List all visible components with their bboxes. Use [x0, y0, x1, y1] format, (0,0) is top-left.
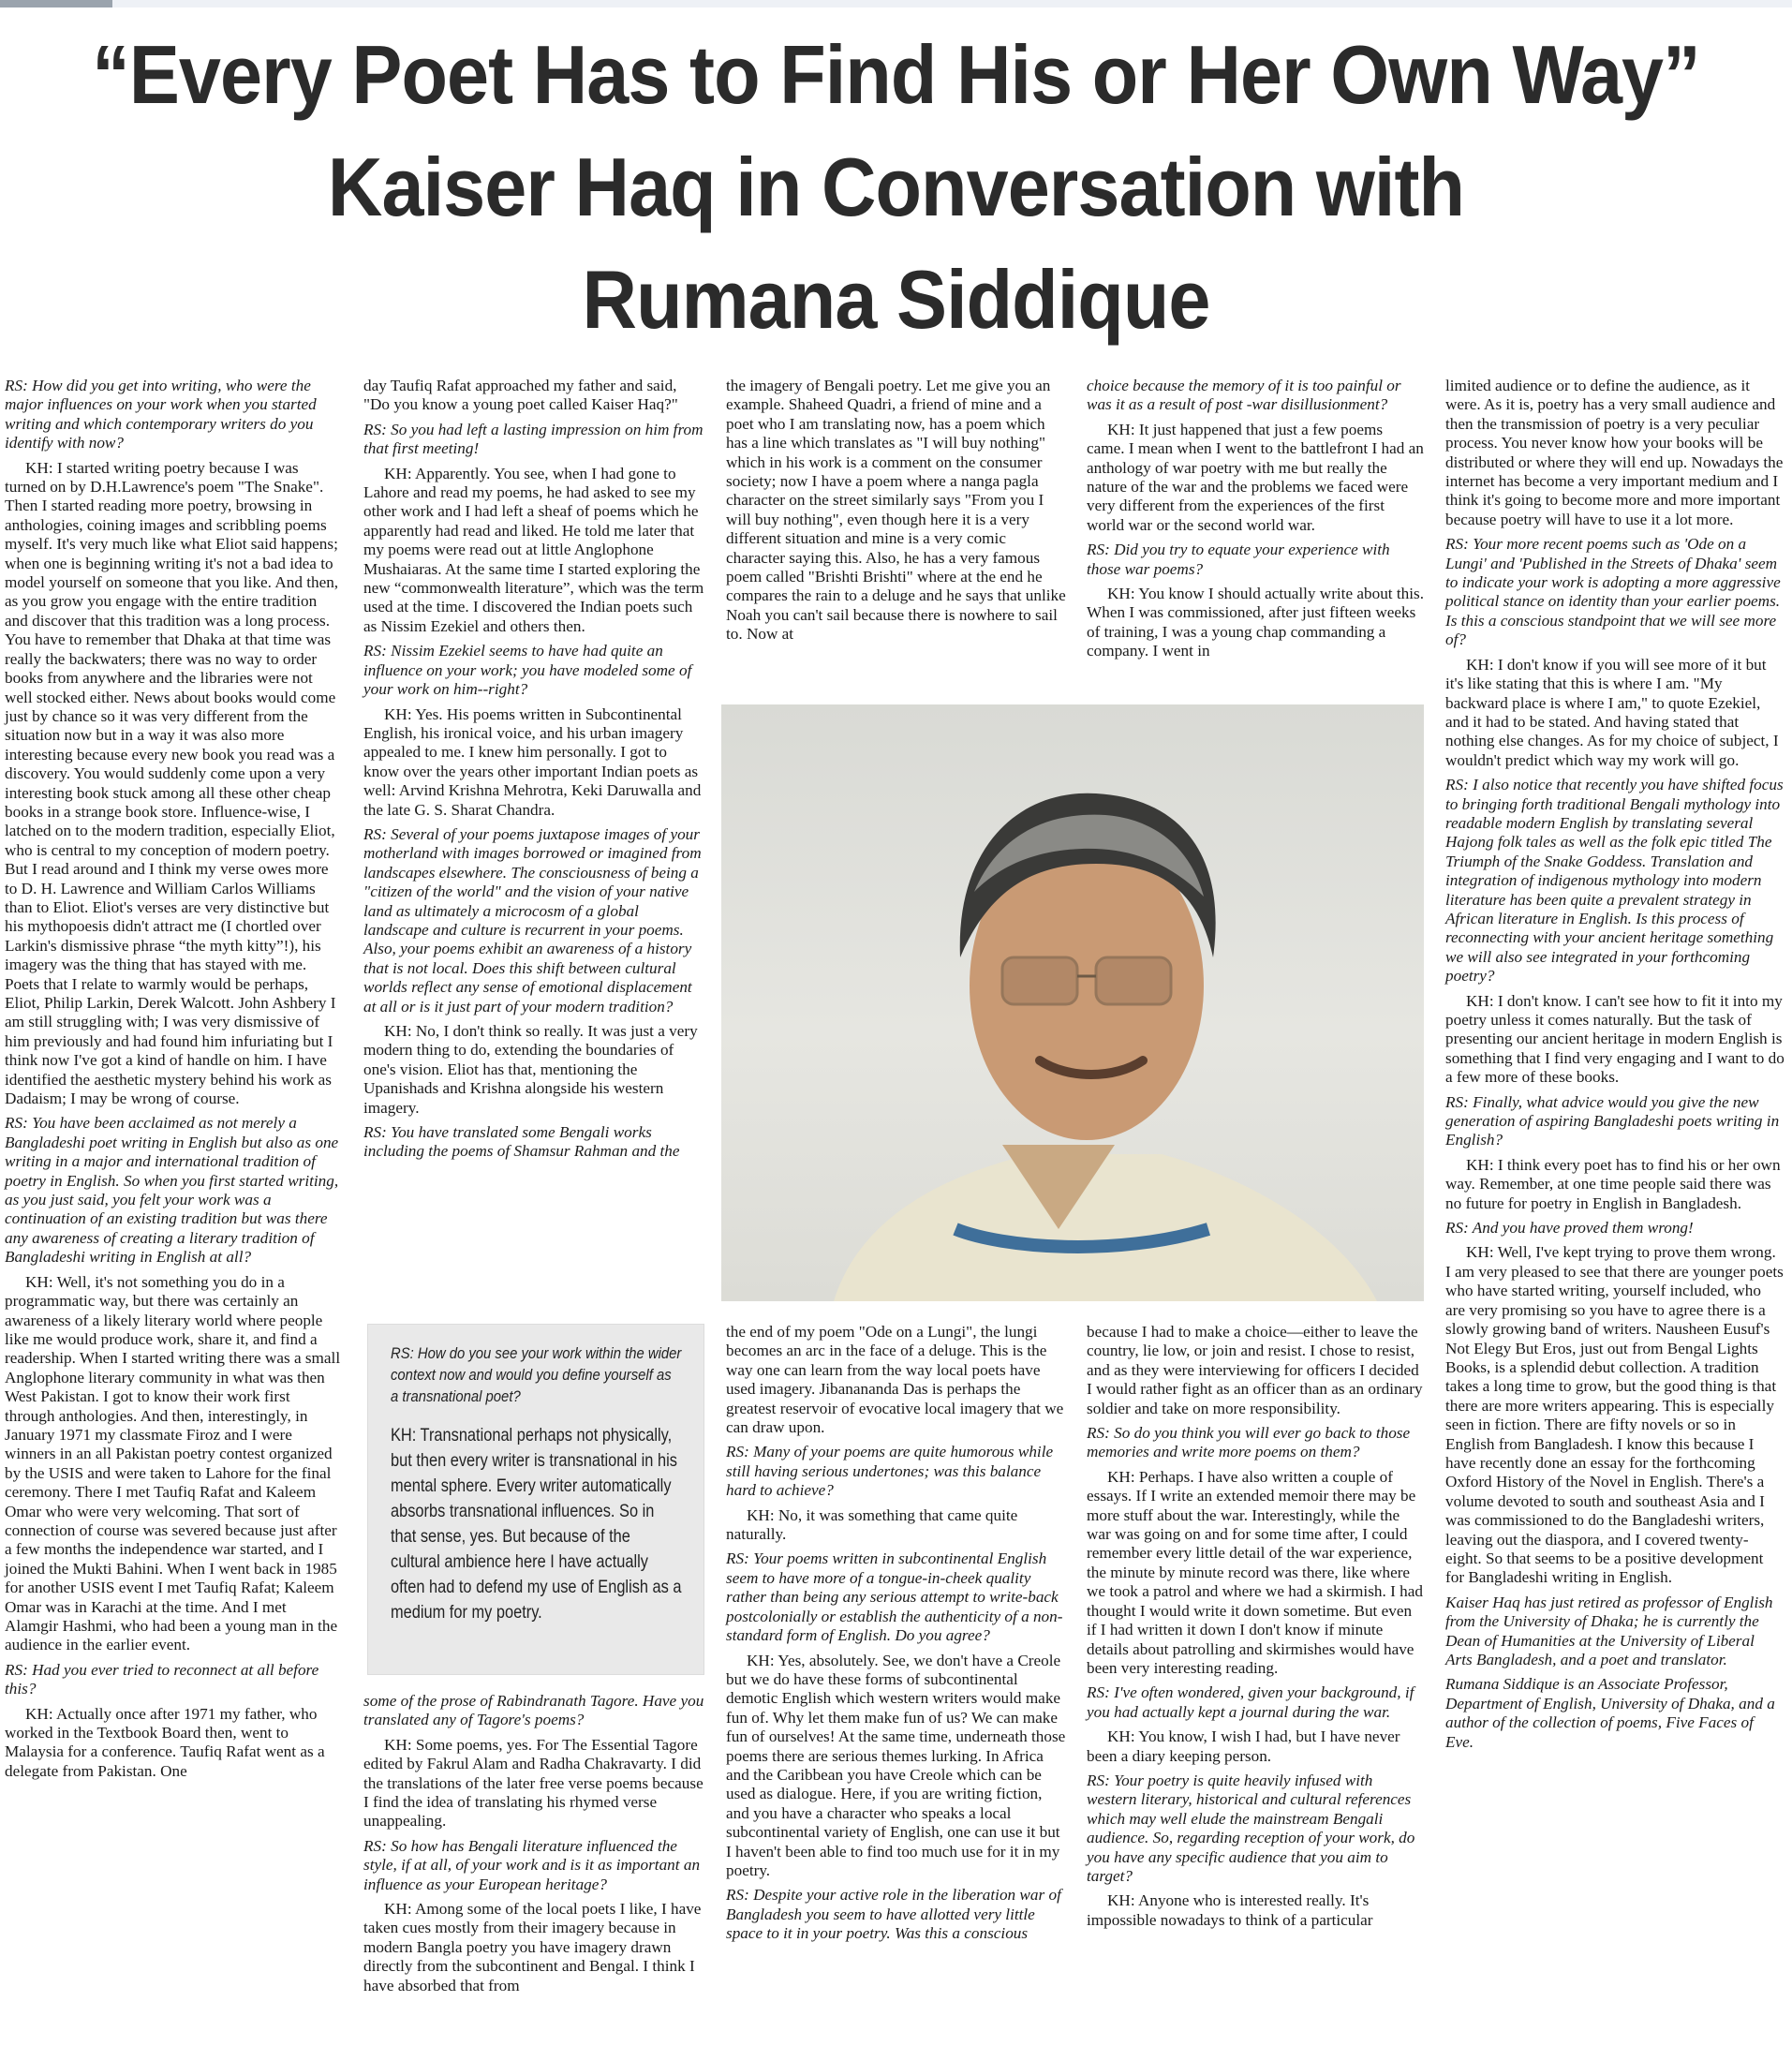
- answer-paragraph: the end of my poem "Ode on a Lungi", the lungi becomes an arc in the face of a deluge. This is the way one can learn from the way local poets have used imagery. Jibanananda Das is perhaps the greatest reservoir of evocative local imagery that we can draw upon.: [726, 1323, 1064, 1437]
- answer-paragraph: KH: No, it was something that came quite naturally.: [726, 1505, 1018, 1544]
- question-paragraph: RS: So do you think you will ever go back to those memories and write more poems on them?: [1087, 1424, 1411, 1461]
- pull-quote-answer: KH: Transnational perhaps not physically, but then every writer is transnational in his mental sphere. Every writer automatically absorbs transnational influences. So in that sense, yes. But because of the cultural ambience here I have actually often had to defend my use of English as a medium for my poetry.: [391, 1425, 682, 1623]
- question-paragraph: RS: So how has Bengali literature influenced the style, if at all, of your work and is it as important an influence as your European heritage?: [363, 1836, 701, 1893]
- question-paragraph: RS: I've often wondered, given your background, if you had actually kept a journal during the war.: [1087, 1683, 1414, 1721]
- question-paragraph: Kaiser Haq has just retired as professor of English from the University of Dhaka; he is currently the Dean of Humanities at the University of Liberal Arts Bangladesh, and a poet and translator.: [1445, 1593, 1773, 1668]
- question-paragraph: some of the prose of Rabindranath Tagore. Have you translated any of Tagore's poems?: [363, 1692, 704, 1729]
- headline-line-3: Rumana Siddique: [582, 253, 1210, 346]
- question-paragraph: RS: Despite your active role in the liberation war of Bangladesh you seem to have allotted very little space to it in your poetry. Was this a conscious: [726, 1886, 1061, 1943]
- portrait-photo: [721, 704, 1424, 1301]
- question-paragraph: choice because the memory of it is too painful or was it as a result of post -war disillusionment?: [1087, 377, 1401, 414]
- answer-paragraph: KH: No, I don't think so really. It was just a very modern thing to do, extending the boundaries of one's vision. Eliot has that, mentioning the Upanishads and Krishna alongside his western imagery.: [363, 1022, 698, 1117]
- top-bar-accent: [0, 0, 112, 7]
- answer-paragraph: KH: You know, I wish I had, but I have never been a diary keeping person.: [1087, 1727, 1400, 1765]
- answer-paragraph: KH: Well, I've kept trying to prove them wrong. I am very pleased to see that there are younger poets who have started writing, yourself included, who are very promising so you have to agree there is a slowly growing band of writers. Nausheen Eusuf's Not Elegy But Eros, just out from Bengal Lights Books, is a splendid debut collection. A tradition takes a long time to grow, but the good thing is that there are more writers appearing. This is especially seen in fiction. There are fifty novels or so in English from Bangladesh. I know this because I have recently done an essay for the forthcoming Oxford History of the Novel in English. There's a volume devoted to south and southeast Asia and I was commissioned to do the Bangladeshi writers, leaving out the diaspora, and I covered twenty-eight. So that seems to be a positive development for Bangladeshi writing in English.: [1445, 1243, 1784, 1587]
- headline-line-1: “Every Poet Has to Find His or Her Own Way”: [92, 28, 1700, 121]
- answer-paragraph: KH: I started writing poetry because I was turned on by D.H.Lawrence's poem "The Snake". Then I started reading more poetry, browsing in anthologies, coining images and scribbling poems myself. It's very much like what Eliot said happens; when one is beginning writing it's not a bad idea to model yourself on someone that you like. And then, as you grow you engage with the entire tradition and discover that this tradition was a long process. You have to remember that Dhaka at that time was really the backwaters; there was no way to order books from anywhere and the libraries were not well stocked either. News about books would come just by chance so it was very different from the situation now but in a way it was also more interesting because every new book you read was a discovery. You would suddenly come upon a very interesting book stuck among all these other cheap books in a strange book store. Influence-wise, I latched on to the modern tradition, especially Eliot, who is central to my conception of modern poetry. But I read around and I think my verse owes more to D. H. Lawrence and William Carlos Williams than to Eliot. Eliot's verses are very distinctive but his mythopoesis didn't attract me (I chortled over Larkin's dismissive phrase “the myth kitty”!), his imagery was the thing that has stayed with me. Poets that I relate to warmly would be perhaps, Eliot, Philip Larkin, Derek Walcott. John Ashbery I am still struggling with; I was very dismissive of him previously and had found him infuriating but I think now I've got a kind of handle on him. I have identified the aesthetic mystery behind his work as Dadaism; I may be wrong of course.: [5, 458, 339, 1108]
- answer-paragraph: KH: Apparently. You see, when I had gone to Lahore and read my poems, he had asked to see my other work and I had left a sheaf of poems which he apparently had read and liked. He told me later that my poems were read out at little Anglophone Mushaiaras. At the same time I started exploring the new “commonwealth literature”, which was the term used at the time. I discovered the Indian poets such as Nissim Ezekiel and others then.: [363, 464, 704, 635]
- question-paragraph: RS: Your poetry is quite heavily infused with western literary, historical and cultural references which may well elude the mainstream Bengali audience. So, regarding reception of your work, do you have any specific audience that you aim to target?: [1087, 1771, 1415, 1885]
- column-3: [726, 377, 1068, 650]
- question-paragraph: RS: So you had left a lasting impression on him from that first meeting!: [363, 420, 703, 458]
- answer-paragraph: day Taufiq Rafat approached my father and said, "Do you know a young poet called Kaiser Haq?": [363, 377, 678, 414]
- question-paragraph: RS: Did you try to equate your experience with those war poems?: [1087, 541, 1390, 578]
- pull-quote-question: RS: How do you see your work within the wider context now and would you define yourself as a transnational poet?: [391, 1345, 682, 1405]
- answer-paragraph: the imagery of Bengali poetry. Let me give you an example. Shaheed Quadri, a friend of mine and a poet who I am translating now, has a poem which has a line which translates as "I will buy nothing" which in his work is a comment on the consumer society; now I have a poem where a nanga pagla character on the street similarly says "From you I will buy nothing", even though here it is a very different situation and mine is a very comic character saying this. Also, he has a very famous poem called "Brishti Brishti" where at the end he compares the rain to a deluge and he says that unlike Noah you can't sail because there is nowhere to sail to. Now at: [726, 377, 1066, 644]
- answer-paragraph: KH: Actually once after 1971 my father, who worked in the Textbook Board then, went to Malaysia for a conference. Taufiq Rafat went as a delegate from Pakistan. One: [5, 1704, 325, 1780]
- answer-paragraph: KH: Yes, absolutely. See, we don't have a Creole but we do have these forms of subcontinental demotic English which western writers would make fun of. Why let them make fun of us? We can make fun of ourselves! At the same time, underneath those poems there are serious themes lurking. In Africa and the Caribbean you have Creole which can be used as dialogue. Here, if you are writing fiction, and you have a character who speaks a local subcontinental variety of English, one can use it but I haven't been able to find too much use for it in my poetry.: [726, 1651, 1066, 1879]
- answer-paragraph: KH: Among some of the local poets I like, I have taken cues mostly from their imagery because in modern Bangla poetry you have imagery drawn directly from the subcontinent and Bengal. I think I have absorbed that from: [363, 1900, 702, 1994]
- answer-paragraph: KH: Anyone who is interested really. It's impossible nowadays to think of a particular: [1087, 1891, 1373, 1929]
- question-paragraph: RS: Your more recent poems such as 'Ode on a Lungi' and 'Published in the Streets of Dhaka' seem to indicate your work is adopting a more aggressive political stance on identity than your earlier poems. Is this a conscious standpoint that we will see more of?: [1445, 535, 1781, 649]
- answer-paragraph: KH: It just happened that just a few poems came. I mean when I went to the battlefront I had an anthology of war poetry with me but really the nature of the war and the problems we faced were very different from the experiences of the first world war or the second world war.: [1087, 420, 1424, 534]
- question-paragraph: RS: Had you ever tried to reconnect at all before this?: [5, 1660, 319, 1698]
- question-paragraph: RS: You have been acclaimed as not merely a Bangladeshi poet writing in English but also as one writing in a major and international tradition of poetry in English. So when you first started writing, as you just said, you felt your work was a continuation of an existing tradition but was there any awareness of creating a literary tradition of Bangladeshi writing in English at all?: [5, 1114, 339, 1267]
- question-paragraph: Rumana Siddique is an Associate Professor, Department of English, University of Dhaka, and a author of the collection of poems, Five Faces of Eve.: [1445, 1675, 1775, 1751]
- question-paragraph: RS: You have translated some Bengali works including the poems of Shamsur Rahman and the: [363, 1123, 680, 1161]
- answer-paragraph: limited audience or to define the audience, as it were. As it is, poetry has a very small audience and then the transmission of poetry is a very peculiar process. You never know how your books will be distributed or where they will end up. Nowadays the internet has become a very important medium and I think it's going to become more and more important because poetry will have to use it a lot more.: [1445, 377, 1784, 528]
- column-3-bottom: [726, 1323, 1068, 1950]
- question-paragraph: RS: Finally, what advice would you give the new generation of aspiring Bangladeshi poets writing in English?: [1445, 1092, 1780, 1149]
- answer-paragraph: KH: I think every poet has to find his or her own way. Remember, at one time people said there was no future for poetry in English in Bangladesh.: [1445, 1155, 1781, 1212]
- pull-quote: [367, 1324, 704, 1675]
- column-4-bottom: [1087, 1323, 1424, 1935]
- answer-paragraph: KH: I don't know if you will see more of it but it's like stating that this is where I am. "My backward place is where I am," to quote Ezekiel, and it had to be stated. And having stated that nothing else changes. As for my choice of subject, I wouldn't predict which way my work will go.: [1445, 655, 1779, 769]
- answer-paragraph: KH: Yes. His poems written in Subcontinental English, his ironical voice, and his urban imagery appealed to me. I knew him personally. I got to know over the years other important Indian poets as well: Arvind Krishna Mehrotra, Keki Daruwalla and the late G. S. Sharat Chandra.: [363, 704, 702, 819]
- answer-paragraph: KH: You know I should actually write about this. When I was commissioned, after just fifteen weeks of training, I was a young chap commanding a company. I went in: [1087, 585, 1424, 660]
- column-5: [1445, 377, 1785, 1757]
- column-2-bottom: [363, 1692, 705, 2001]
- question-paragraph: RS: Several of your poems juxtapose images of your motherland with images borrowed or imagined from landscapes elsewhere. The consciousness of being a "citizen of the world" and the vision of your native land as ultimately a microcosm of a global landscape and culture is recurrent in your poems. Also, your poems exhibit an awareness of a history that is not local. Does this shift between cultural worlds reflect any sense of emotional displacement at all or is it just part of your modern tradition?: [363, 824, 702, 1016]
- question-paragraph: RS: Your poems written in subcontinental English seem to have more of a tongue-in-cheek quality rather than being any serious attempt to write-back postcolonially or establish the authenticity of a non-standard form of English. Do you agree?: [726, 1549, 1063, 1645]
- answer-paragraph: KH: Well, it's not something you do in a programmatic way, but there was certainly an awareness of a likely literary world where people like me would produce work, share it, and find a readership. When I started writing there was a small Anglophone literary community in what was then West Pakistan. I got to know their work first through anthologies. And then, interestingly, in January 1971 my classmate Firoz and I were winners in an all Pakistan poetry contest organized by the USIS and were taken to Lahore for the final ceremony. There I met Taufiq Rafat and Kaleem Omar who were very welcoming. That sort of connection of course was severed because just after a few months the independence war started, and I joined the Mukti Bahini. When I went back in 1985 for another USIS event I met Taufiq Rafat; Kaleem Omar was in Karachi at the time. And I met Alamgir Hashmi, who had been a young man in the audience in the earlier event.: [5, 1272, 341, 1654]
- question-paragraph: RS: Many of your poems are quite humorous while still having serious undertones; was this balance hard to achieve?: [726, 1443, 1054, 1500]
- answer-paragraph: KH: I don't know. I can't see how to fit it into my poetry unless it comes naturally. But the task of presenting our ancient heritage in modern English is something that I find very engaging and I want to do a few more of these books.: [1445, 991, 1785, 1087]
- answer-paragraph: because I had to make a choice—either to leave the country, lie low, or join and resist. I chose to resist, and as they were interviewing for officers I decided I would rather fight as an officer than as an ordinary soldier and take on more responsibility.: [1087, 1323, 1423, 1417]
- answer-paragraph: KH: Some poems, yes. For The Essential Tagore edited by Fakrul Alam and Radha Chakravarty. I did the translations of the later free verse poems because I find the idea of translating his rhymed verse unappealing.: [363, 1735, 703, 1831]
- portrait-photo-icon: [721, 704, 1424, 1301]
- question-paragraph: RS: I also notice that recently you have shifted focus to bringing forth traditional Bengali mythology into readable modern English by translating several Hajong folk tales as well as the folk epic titled The Triumph of the Snake Goddess. Translation and integration of indigenous mythology into modern literature has been quite a prevalent strategy in African literature in English. Is this process of reconnecting with your ancient heritage something we will also see integrated in your forthcoming poetry?: [1445, 776, 1784, 986]
- column-4: [1087, 377, 1424, 667]
- question-paragraph: RS: How did you get into writing, who were the major influences on your work when you started writing and which contemporary writers do you identify with now?: [5, 377, 317, 452]
- question-paragraph: RS: Nissim Ezekiel seems to have had quite an influence on your work; you have modeled some of your work on him--right?: [363, 642, 692, 699]
- headline: [72, 19, 1721, 356]
- column-2: [363, 377, 705, 1167]
- question-paragraph: RS: And you have proved them wrong!: [1445, 1219, 1694, 1238]
- answer-paragraph: KH: Perhaps. I have also written a couple of essays. If I write an extended memoir there may be more stuff about the war. Interestingly, while the war was going on and for some time after, I could remember every little detail of the war experience, the minute by minute record was there, like where we took a patrol and where we had a skirmish. I had thought I would write it down sometime. But even if I had written it down I don't know if minute details about patrolling and skirmishes would have been very interesting reading.: [1087, 1467, 1423, 1677]
- top-bar: [0, 0, 1792, 7]
- headline-line-2: Kaiser Haq in Conversation with: [327, 141, 1465, 233]
- column-1: [5, 377, 342, 1787]
